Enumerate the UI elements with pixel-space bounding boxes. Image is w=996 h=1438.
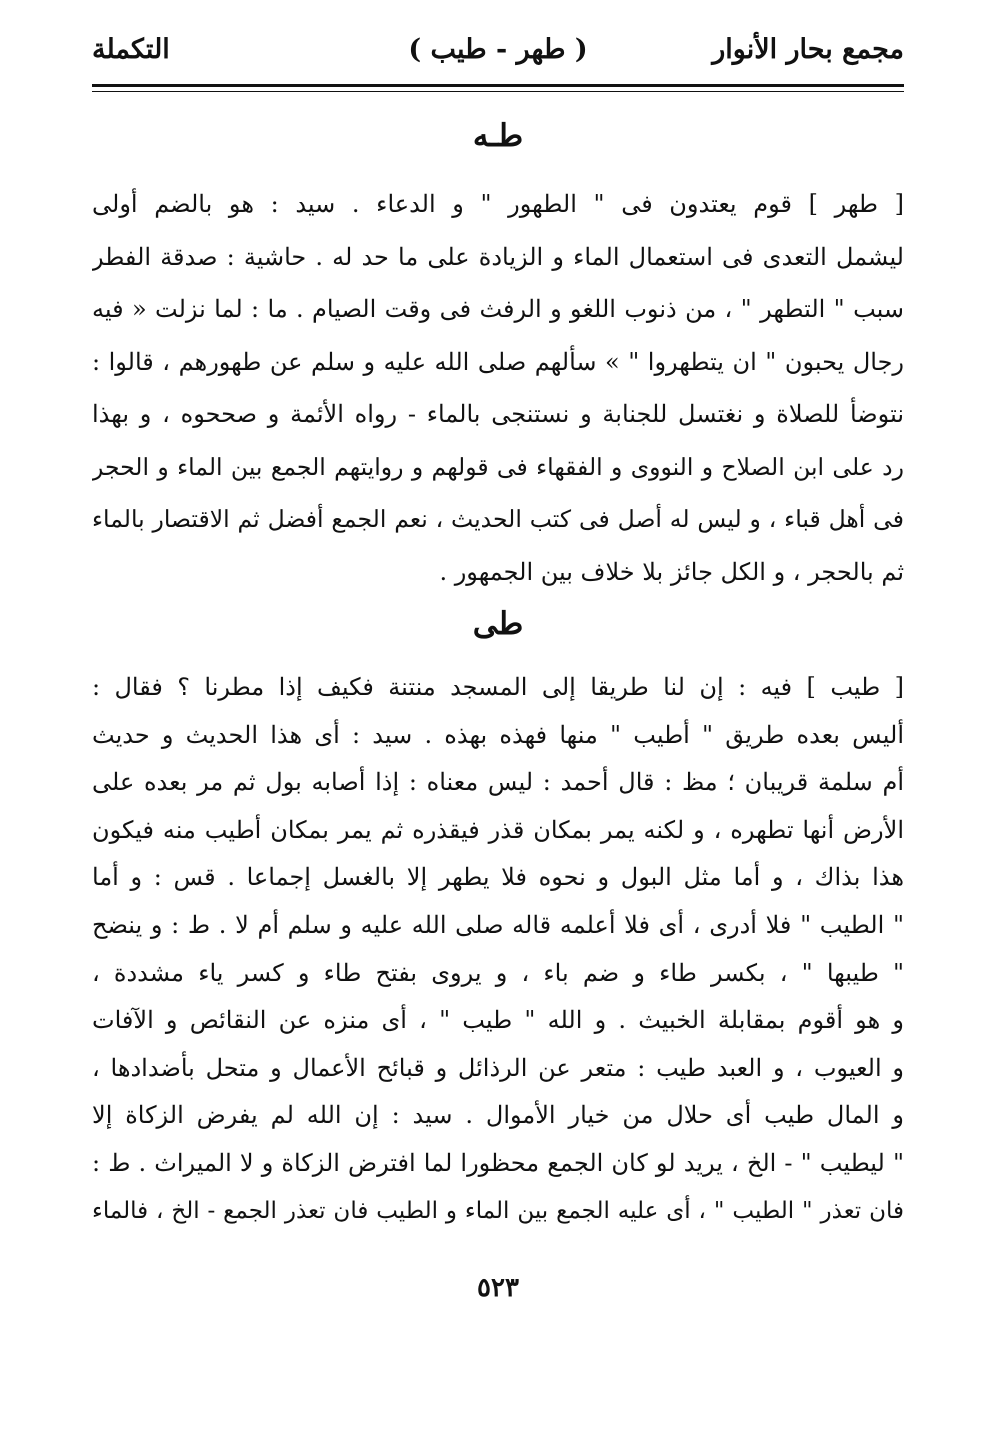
text-line: سبب " التطهر " ، من ذنوب اللغو و الرفث فى وقت الصيام . ما : لما نزلت « فيه	[92, 295, 904, 323]
running-header	[92, 28, 904, 72]
text-line: الأرض أنها تطهره ، و لكنه يمر بمكان قذر فيقذره ثم يمر بمكان أطيب منه فيكون	[92, 815, 904, 844]
text-line: فان تعذر " الطيب " ، أى عليه الجمع بين الماء و الطيب فان تعذر الجمع - الخ ، فالماء	[92, 1197, 904, 1224]
text-line: " الطيب " فلا أدرى ، أى فلا أعلمه قاله صلى الله عليه و سلم أم لا . ط : و ينضح	[92, 910, 904, 939]
text-line: فى أهل قباء ، و ليس له أصل فى كتب الحديث ، نعم الجمع أفضل ثم الاقتصار بالماء	[92, 505, 904, 533]
text-line: و المال طيب أى حلال من خيار الأموال . سيد : إن الله لم يفرض الزكاة إلا	[92, 1101, 904, 1130]
text-line: هذا بذاك ، و أما مثل البول و نحوه فلا يطهر إلا بالغسل إجماعا . قس : و أما	[92, 863, 904, 892]
text-line: [ طهر ] قوم يعتدون فى " الطهور " و الدعاء . سيد : هو بالضم أولى	[92, 190, 904, 218]
header-rule-thick	[92, 84, 904, 87]
text-line: و العيوب ، و العبد طيب : متعر عن الرذائل و قبائح الأعمال و متحل بأضدادها ،	[92, 1053, 904, 1082]
section-2-text	[92, 664, 904, 1235]
text-line: " طيبها " ، بكسر طاء و ضم باء ، و يروى بفتح طاء و كسر ياء مشددة ،	[92, 958, 904, 987]
text-line: [ طيب ] فيه : إن لنا طريقا إلى المسجد منتنة فكيف إذا مطرنا ؟ فقال :	[92, 673, 904, 701]
text-line: رد على ابن الصلاح و النووى و الفقهاء فى قولهم و روايتهم الجمع بين الماء و الحجر	[92, 452, 904, 481]
text-line: ليشمل التعدى فى استعمال الماء و الزيادة على ما حد له . حاشية : صدقة الفطر	[92, 242, 904, 271]
section-heading-2: طى	[472, 606, 524, 642]
text-line: و هو أقوم بمقابلة الخبيث . و الله " طيب " ، أى منزه عن النقائص و الآفات	[92, 1006, 904, 1035]
volume-label: التكملة	[92, 34, 170, 65]
text-line: ثم بالحجر ، و الكل جائز بلا خلاف بين الجمهور .	[439, 557, 904, 586]
text-line: " ليطيب " - الخ ، يريد لو كان الجمع محظورا لما افترض الزكاة و لا الميراث . ط :	[92, 1148, 904, 1177]
text-line: أم سلمة قريبان ؛ مظ : قال أحمد : ليس معناه : إذا أصابه بول ثم مر بعده على	[92, 768, 904, 797]
text-line: أليس بعده طريق " أطيب " منها فهذه بهذه . سيد : أى هذا الحديث و حديث	[92, 720, 904, 749]
text-line: رجال يحبون " ان يتطهروا " » سألهم صلى الله عليه و سلم عن طهورهم ، قالوا :	[92, 347, 904, 376]
section-heading-1: طـه	[472, 118, 524, 154]
text-line: نتوضأ للصلاة و نغتسل للجنابة و نستنجى بالماء - رواه الأئمة و صححوه ، و بهذا	[92, 400, 904, 428]
section-1-text	[92, 178, 904, 598]
header-rule-thin	[92, 91, 904, 92]
section-range: ( طهر - طيب )	[408, 34, 588, 65]
page-number: ٥٢٣	[477, 1273, 519, 1303]
book-title: مجمع بحار الأنوار	[712, 34, 904, 65]
